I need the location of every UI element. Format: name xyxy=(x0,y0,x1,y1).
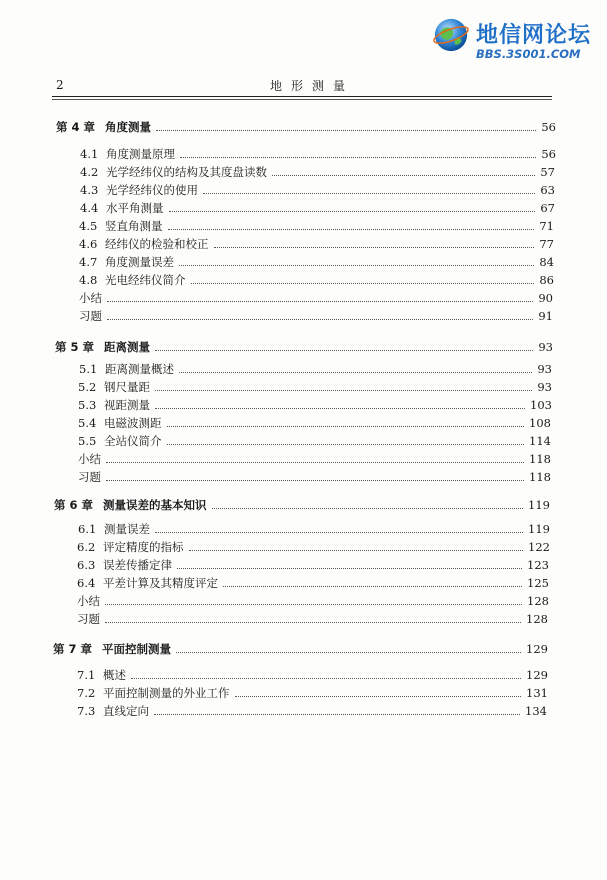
toc-page: 63 xyxy=(540,183,555,197)
toc-title: 角度测量误差 xyxy=(105,255,174,269)
logo-url: BBS.3S001.COM xyxy=(476,47,581,61)
toc-page: 93 xyxy=(537,362,552,376)
toc-number: 第 6 章 xyxy=(54,498,94,512)
toc-page: 128 xyxy=(526,612,548,626)
toc-title: 平面控制测量的外业工作 xyxy=(103,686,230,700)
dot-leader xyxy=(235,696,522,697)
toc-page: 84 xyxy=(539,255,554,269)
toc-title: 测量误差 xyxy=(104,522,150,536)
dot-leader xyxy=(203,193,535,194)
toc-entry xyxy=(77,612,548,626)
toc-chapter xyxy=(56,120,556,134)
dot-leader xyxy=(155,350,533,351)
toc-entry xyxy=(77,540,550,554)
toc-title: 光学经纬仪的使用 xyxy=(106,183,198,197)
toc-title: 评定精度的指标 xyxy=(103,540,184,554)
toc-page: 118 xyxy=(529,470,551,484)
toc-number: 4.3 xyxy=(80,183,99,197)
toc-page: 134 xyxy=(525,704,547,718)
toc-title: 距离测量概述 xyxy=(105,362,174,376)
toc-entry xyxy=(80,165,555,179)
dot-leader xyxy=(155,390,532,391)
logo-title: 地信网论坛 xyxy=(476,23,592,48)
dot-leader xyxy=(179,265,534,266)
page-number: 2 xyxy=(56,78,64,92)
toc-chapter xyxy=(54,498,550,512)
toc-entry xyxy=(78,380,552,394)
toc-entry xyxy=(78,470,551,484)
toc-number: 6.1 xyxy=(78,522,97,536)
toc-number: 7.3 xyxy=(77,704,96,718)
dot-leader xyxy=(272,175,535,176)
toc-title: 平面控制测量 xyxy=(102,642,172,656)
toc-page: 129 xyxy=(526,642,548,656)
toc-entry xyxy=(78,452,551,466)
dot-leader xyxy=(176,652,521,653)
toc-title: 视距测量 xyxy=(104,398,150,412)
toc-page: 56 xyxy=(541,147,556,161)
toc-title: 习题 xyxy=(78,470,101,484)
toc-entry xyxy=(78,416,551,430)
dot-leader xyxy=(223,586,522,587)
toc-entry xyxy=(77,558,549,572)
toc-number: 7.1 xyxy=(77,668,96,682)
dot-leader xyxy=(155,532,523,533)
toc-entry xyxy=(77,704,547,718)
dot-leader xyxy=(189,550,524,551)
toc-entry xyxy=(78,522,550,536)
toc-entry xyxy=(79,237,554,251)
toc-title: 电磁波测距 xyxy=(104,416,162,430)
dot-leader xyxy=(191,283,535,284)
toc-page: 71 xyxy=(539,219,554,233)
toc-page: 119 xyxy=(528,522,550,536)
toc-number: 4.6 xyxy=(79,237,98,251)
toc-title: 习题 xyxy=(77,612,100,626)
toc-title: 角度测量原理 xyxy=(106,147,175,161)
toc-title: 经纬仪的检验和校正 xyxy=(105,237,209,251)
toc-entry xyxy=(77,668,548,682)
toc-title: 直线定向 xyxy=(103,704,149,718)
toc-number: 4.2 xyxy=(80,165,99,179)
dot-leader xyxy=(180,157,536,158)
dot-leader xyxy=(212,508,524,509)
toc-entry xyxy=(79,291,553,305)
toc-number: 第 4 章 xyxy=(56,120,96,134)
toc-number: 4.5 xyxy=(79,219,98,233)
toc-number: 7.2 xyxy=(77,686,96,700)
toc-title: 小结 xyxy=(79,291,102,305)
toc-number: 5.3 xyxy=(78,398,97,412)
toc-number: 5.1 xyxy=(79,362,98,376)
toc-page: 119 xyxy=(528,498,550,512)
toc-number: 第 7 章 xyxy=(53,642,93,656)
dot-leader xyxy=(168,229,535,230)
toc-entry xyxy=(80,183,555,197)
toc-page: 103 xyxy=(530,398,552,412)
toc-title: 全站仪简介 xyxy=(104,434,162,448)
toc-page: 86 xyxy=(539,273,554,287)
toc-title: 概述 xyxy=(103,668,126,682)
toc-title: 光学经纬仪的结构及其度盘读数 xyxy=(106,165,267,179)
toc-number: 4.7 xyxy=(79,255,98,269)
toc-title: 竖直角测量 xyxy=(105,219,163,233)
toc-page: 56 xyxy=(541,120,556,134)
toc-number: 4.4 xyxy=(80,201,99,215)
toc-title: 习题 xyxy=(79,309,102,323)
toc-entry xyxy=(79,219,554,233)
dot-leader xyxy=(105,604,522,605)
toc-entry xyxy=(80,201,555,215)
toc-entry xyxy=(79,273,554,287)
dot-leader xyxy=(107,301,533,302)
toc-title: 平差计算及其精度评定 xyxy=(103,576,218,590)
toc-entry xyxy=(77,576,549,590)
dot-leader xyxy=(177,568,522,569)
toc-page: 114 xyxy=(529,434,551,448)
toc-page: 77 xyxy=(539,237,554,251)
dot-leader xyxy=(107,319,533,320)
toc-title: 钢尺量距 xyxy=(104,380,150,394)
toc-number: 5.2 xyxy=(78,380,97,394)
toc-page: 125 xyxy=(527,576,549,590)
toc-title: 距离测量 xyxy=(104,340,151,354)
toc-entry xyxy=(77,594,549,608)
toc-entry xyxy=(80,147,556,161)
toc-title: 水平角测量 xyxy=(106,201,164,215)
dot-leader xyxy=(156,130,536,131)
dot-leader xyxy=(167,426,525,427)
toc-title: 测量误差的基本知识 xyxy=(103,498,207,512)
toc-page: 118 xyxy=(529,452,551,466)
toc-page: 93 xyxy=(538,340,553,354)
toc-page: 93 xyxy=(537,380,552,394)
toc-title: 误差传播定律 xyxy=(103,558,172,572)
dot-leader xyxy=(169,211,536,212)
toc-title: 光电经纬仪简介 xyxy=(105,273,186,287)
toc-page: 128 xyxy=(527,594,549,608)
toc-entry xyxy=(78,398,552,412)
dot-leader xyxy=(106,462,524,463)
toc-title: 小结 xyxy=(78,452,101,466)
dot-leader xyxy=(105,622,521,623)
toc-page: 123 xyxy=(527,558,549,572)
toc-entry xyxy=(78,434,551,448)
toc-number: 5.4 xyxy=(78,416,97,430)
toc-number: 6.3 xyxy=(77,558,96,572)
toc-number: 6.2 xyxy=(77,540,96,554)
dot-leader xyxy=(179,372,532,373)
toc-number: 4.1 xyxy=(80,147,99,161)
dot-leader xyxy=(131,678,521,679)
toc-number: 4.8 xyxy=(79,273,98,287)
toc-page: 67 xyxy=(540,201,555,215)
toc-title: 角度测量 xyxy=(105,120,152,134)
toc-page: 122 xyxy=(528,540,550,554)
running-title: 地形测量 xyxy=(270,79,355,93)
toc-entry xyxy=(77,686,548,700)
toc-chapter xyxy=(53,642,548,656)
toc-number: 第 5 章 xyxy=(55,340,95,354)
toc-title: 小结 xyxy=(77,594,100,608)
dot-leader xyxy=(106,480,524,481)
toc-page: 131 xyxy=(526,686,548,700)
dot-leader xyxy=(154,714,520,715)
toc-chapter xyxy=(55,340,553,354)
dot-leader xyxy=(167,444,525,445)
toc-number: 5.5 xyxy=(78,434,97,448)
toc-number: 6.4 xyxy=(77,576,96,590)
toc-page: 57 xyxy=(540,165,555,179)
toc-page: 108 xyxy=(529,416,551,430)
dot-leader xyxy=(214,247,535,248)
toc-entry xyxy=(79,309,553,323)
toc-entry xyxy=(79,362,552,376)
toc-entry xyxy=(79,255,554,269)
dot-leader xyxy=(155,408,525,409)
toc-page: 129 xyxy=(526,668,548,682)
toc-page: 91 xyxy=(538,309,553,323)
toc-page: 90 xyxy=(538,291,553,305)
